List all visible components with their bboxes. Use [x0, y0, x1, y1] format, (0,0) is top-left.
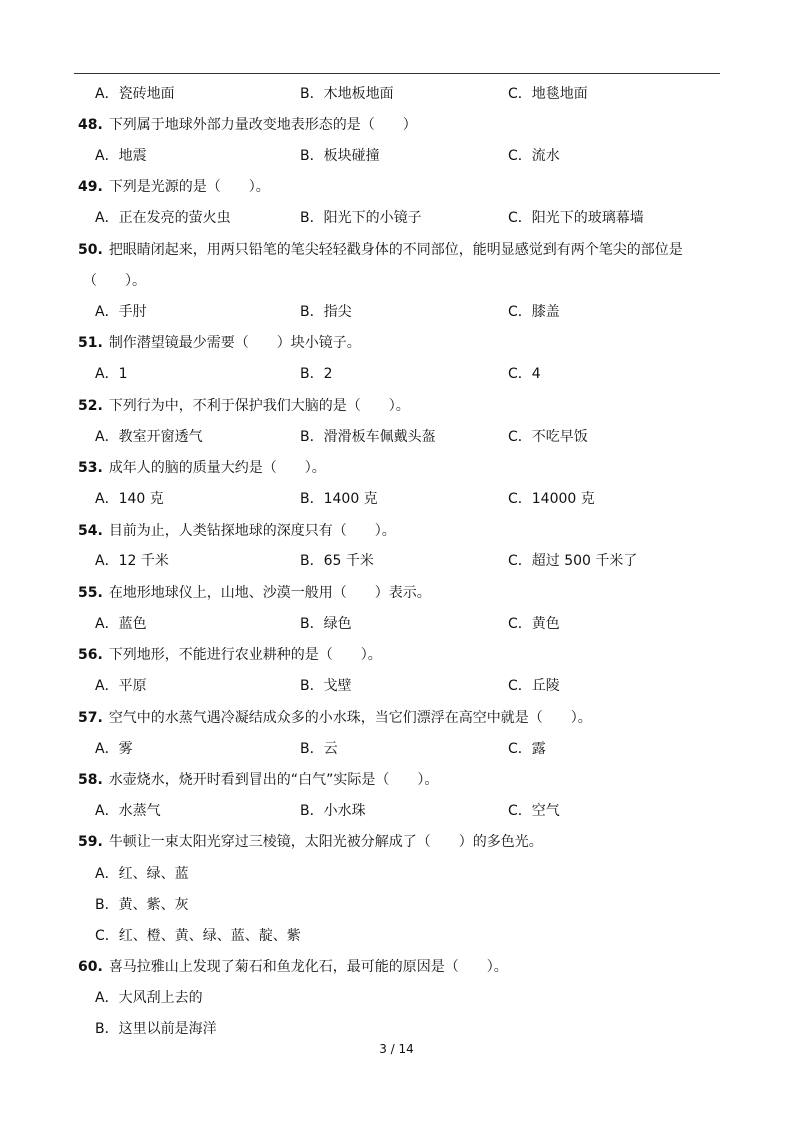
- options-row-49: [0, 207, 793, 229]
- option-b: B．这里以前是海洋: [95, 1021, 217, 1037]
- option-c: C．流水: [508, 148, 560, 164]
- option-a: A．1: [95, 366, 128, 382]
- options-row-47: [0, 83, 793, 105]
- option-b: B．戈壁: [300, 678, 352, 694]
- question-text: 下列地形，不能进行农业耕种的是（ ）。: [108, 647, 382, 663]
- question-text: 下列行为中，不利于保护我们大脑的是（ ）。: [108, 398, 410, 414]
- option-b: B．指尖: [300, 304, 352, 320]
- option-b: B．木地板地面: [300, 86, 394, 102]
- option-b: B．1400 克: [300, 491, 378, 507]
- question-50-continued: [0, 270, 793, 292]
- option-a: A．红、绿、蓝: [95, 866, 189, 882]
- question-48: [0, 114, 793, 136]
- option-a: A．140 克: [95, 491, 164, 507]
- option-a: A．12 千米: [95, 553, 169, 569]
- question-number: 60.: [78, 959, 103, 975]
- option-c: C．膝盖: [508, 304, 560, 320]
- option-c: C．红、橙、黄、绿、蓝、靛、紫: [95, 928, 301, 944]
- question-text: 在地形地球仪上，山地、沙漠一般用（ ）表示。: [108, 585, 431, 601]
- option-c: C．超过 500 千米了: [508, 553, 638, 569]
- question-text: 把眼睛闭起来，用两只铅笔的笔尖轻轻戳身体的不同部位，能明显感觉到有两个笔尖的部位是: [108, 242, 683, 258]
- option-c: C．黄色: [508, 616, 560, 632]
- option-c: C．丘陵: [508, 678, 560, 694]
- question-number: 49.: [78, 179, 103, 195]
- option-a: A．平原: [95, 678, 147, 694]
- option-b: B．滑滑板车佩戴头盔: [300, 429, 436, 445]
- option-c: C．露: [508, 741, 546, 757]
- option-a: A．大风刮上去的: [95, 990, 203, 1006]
- option-b: B．阳光下的小镜子: [300, 210, 422, 226]
- question-56: [0, 644, 793, 666]
- options-row-54: [0, 550, 793, 572]
- option-c: C．地毯地面: [508, 86, 588, 102]
- page-number: 3 / 14: [379, 1042, 414, 1056]
- question-number: 51.: [78, 335, 103, 351]
- question-57: [0, 707, 793, 729]
- question-text: 目前为止，人类钻探地球的深度只有（ ）。: [108, 523, 396, 539]
- question-58: [0, 769, 793, 791]
- options-row-53: [0, 488, 793, 510]
- question-50: [0, 239, 793, 261]
- option-a: A．正在发亮的萤火虫: [95, 210, 231, 226]
- question-number: 59.: [78, 834, 103, 850]
- option-c: C．4: [508, 366, 541, 382]
- question-text: 水壶烧水，烧开时看到冒出的“白气”实际是（ ）。: [108, 772, 439, 788]
- question-51: [0, 332, 793, 354]
- options-row-48: [0, 145, 793, 167]
- question-number: 52.: [78, 398, 103, 414]
- question-number: 50.: [78, 242, 103, 258]
- option-b: B．板块碰撞: [300, 148, 380, 164]
- option-c: C．不吃早饭: [508, 429, 588, 445]
- question-54: [0, 520, 793, 542]
- option-a: A．水蒸气: [95, 803, 161, 819]
- option-row-59-b: [0, 894, 793, 916]
- header-rule: [74, 73, 720, 74]
- options-row-52: [0, 426, 793, 448]
- question-text: 下列是光源的是（ ）。: [108, 179, 270, 195]
- question-text: 牛顿让一束太阳光穿过三棱镜，太阳光被分解成了（ ）的多色光。: [108, 834, 543, 850]
- option-a: A．手肘: [95, 304, 147, 320]
- question-60: [0, 956, 793, 978]
- option-a: A．雾: [95, 741, 133, 757]
- option-row-60-a: [0, 987, 793, 1009]
- option-c: C．14000 克: [508, 491, 595, 507]
- option-row-59-a: [0, 863, 793, 885]
- question-number: 57.: [78, 710, 103, 726]
- question-52: [0, 395, 793, 417]
- option-c: C．阳光下的玻璃幕墙: [508, 210, 644, 226]
- question-55: [0, 582, 793, 604]
- question-49: [0, 176, 793, 198]
- option-b: B．黄、紫、灰: [95, 897, 189, 913]
- question-text: 空气中的水蒸气遇冷凝结成众多的小水珠，当它们漂浮在高空中就是（ ）。: [108, 710, 592, 726]
- question-number: 48.: [78, 117, 103, 133]
- question-text-continued: （ ）。: [83, 273, 146, 289]
- question-text: 下列属于地球外部力量改变地表形态的是（ ）: [108, 117, 417, 133]
- options-row-56: [0, 675, 793, 697]
- option-row-59-c: [0, 925, 793, 947]
- option-b: B．2: [300, 366, 333, 382]
- option-row-60-b: [0, 1018, 793, 1040]
- options-row-57: [0, 738, 793, 760]
- options-row-58: [0, 800, 793, 822]
- option-b: B．小水珠: [300, 803, 366, 819]
- question-number: 53.: [78, 460, 103, 476]
- question-number: 56.: [78, 647, 103, 663]
- question-59: [0, 831, 793, 853]
- option-b: B．云: [300, 741, 338, 757]
- question-53: [0, 457, 793, 479]
- option-a: A．瓷砖地面: [95, 86, 175, 102]
- option-a: A．地震: [95, 148, 147, 164]
- question-text: 成年人的脑的质量大约是（ ）。: [108, 460, 326, 476]
- options-row-55: [0, 613, 793, 635]
- options-row-51: [0, 363, 793, 385]
- question-number: 58.: [78, 772, 103, 788]
- question-text: 喜马拉雅山上发现了菊石和鱼龙化石，最可能的原因是（ ）。: [108, 959, 508, 975]
- option-c: C．空气: [508, 803, 560, 819]
- option-b: B．绿色: [300, 616, 352, 632]
- option-b: B．65 千米: [300, 553, 374, 569]
- options-row-50: [0, 301, 793, 323]
- question-number: 55.: [78, 585, 103, 601]
- question-text: 制作潜望镜最少需要（ ）块小镜子。: [108, 335, 361, 351]
- option-a: A．教室开窗透气: [95, 429, 203, 445]
- option-a: A．蓝色: [95, 616, 147, 632]
- question-number: 54.: [78, 523, 103, 539]
